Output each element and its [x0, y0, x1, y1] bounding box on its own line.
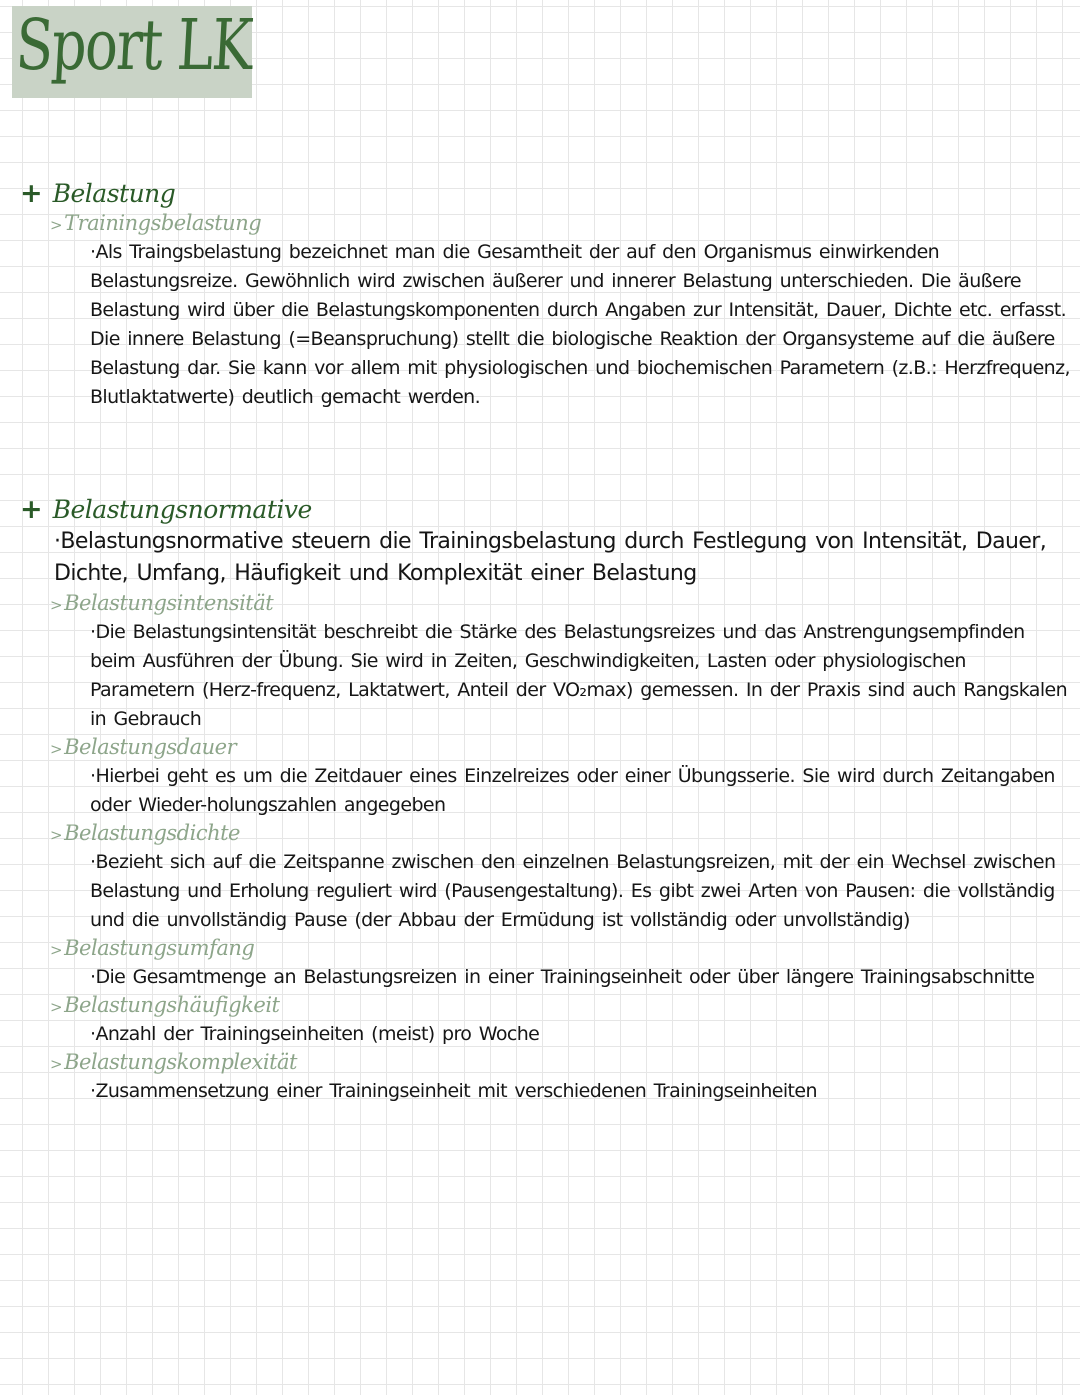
paragraph-belastungsnormative-intro: ·Belastungsnormative steuern die Trainingsbelastung durch Festlegung von Intensität, Dauer, Dichte, Umfang, Häufigkeit und Komplexität einer Belastung [54, 529, 1047, 586]
plus-icon: + [20, 178, 43, 209]
paragraph-belastungskomplexitaet: ·Zusammensetzung einer Trainingseinheit mit verschiedenen Trainingseinheiten [90, 1080, 817, 1102]
paragraph-belastungsdauer: ·Hierbei geht es um die Zeitdauer eines Einzelreizes oder einer Übungsserie. Sie wird durch Zeitangaben oder Wieder-holungszahlen angegeben [90, 765, 1055, 816]
subsection-heading [50, 992, 1070, 1020]
subsection-heading [50, 734, 1070, 762]
arrow-icon: > [50, 216, 63, 234]
section-belastung [20, 178, 1070, 412]
subsection-title: Belastungsdichte [64, 821, 240, 845]
subsection-heading [50, 935, 1070, 963]
plus-icon: + [20, 494, 43, 525]
subsection-title: Belastungsumfang [64, 936, 255, 960]
arrow-icon: > [50, 740, 63, 758]
paragraph-belastungsdichte: ·Bezieht sich auf die Zeitspanne zwischen den einzelnen Belastungsreizen, mit der ein Wechsel zwischen Belastung und Erholung reguliert wird (Pausengestaltung). Es gibt zwei Arten von Pausen: die vollständig und die unvollständig Pause (der Abbau der Ermüdung ist vollständig oder unvollständig) [90, 851, 1056, 931]
section-heading [20, 178, 1070, 210]
subsection-title: Trainingsbelastung [64, 211, 262, 235]
paragraph-belastungshaeufigkeit: ·Anzahl der Trainingseinheiten (meist) pro Woche [90, 1023, 540, 1045]
page-title: Sport LK [13, 4, 254, 86]
paragraph-belastungsumfang: ·Die Gesamtmenge an Belastungsreizen in einer Trainingseinheit oder über längere Trainingsabschnitte [90, 966, 1035, 988]
subsection-title: Belastungsdauer [64, 735, 237, 759]
section-belastungsnormative [20, 494, 1070, 1106]
section-title: Belastung [52, 179, 176, 208]
subsection-title: Belastungskomplexität [64, 1050, 297, 1074]
paragraph-trainingsbelastung: ·Als Traingsbelastung bezeichnet man die Gesamtheit der auf den Organismus einwirkenden Belastungsreize. Gewöhnlich wird zwischen äußerer und innerer Belastung unterschieden. Die äußere Belastung wird über die Belastungskomponenten durch Angaben zur Intensität, Dauer, Dichte etc. erfasst. Die innere Belastung (=Beanspruchung) stellt die biologische Reaktion der Organsysteme auf die äußere Belastung dar. Sie kann vor allem mit physiologischen und biochemischen Parametern (z.B.: Herzfrequenz, Blutlaktatwerte) deutlich gemacht werden. [90, 241, 1070, 408]
subsection-title: Belastungshäufigkeit [64, 993, 280, 1017]
arrow-icon: > [50, 826, 63, 844]
arrow-icon: > [50, 1055, 63, 1073]
arrow-icon: > [50, 941, 63, 959]
subsection-heading [50, 210, 1070, 238]
subsection-title: Belastungsintensität [64, 591, 274, 615]
arrow-icon: > [50, 998, 63, 1016]
arrow-icon: > [50, 596, 63, 614]
paragraph-belastungsintensitaet: ·Die Belastungsintensität beschreibt die Stärke des Belastungsreizes und das Anstrengungsempfinden beim Ausführen der Übung. Sie wird in Zeiten, Geschwindigkeiten, Lasten oder physiologischen Parametern (Herz-frequenz, Laktatwert, Anteil der VO₂max) gemessen. In der Praxis sind auch Rangskalen in Gebrauch [90, 621, 1068, 730]
subsection-heading [50, 590, 1070, 618]
title-highlight [12, 6, 252, 98]
section-heading [20, 494, 1070, 526]
subsection-heading [50, 1049, 1070, 1077]
section-title: Belastungsnormative [52, 495, 312, 524]
subsection-heading [50, 820, 1070, 848]
